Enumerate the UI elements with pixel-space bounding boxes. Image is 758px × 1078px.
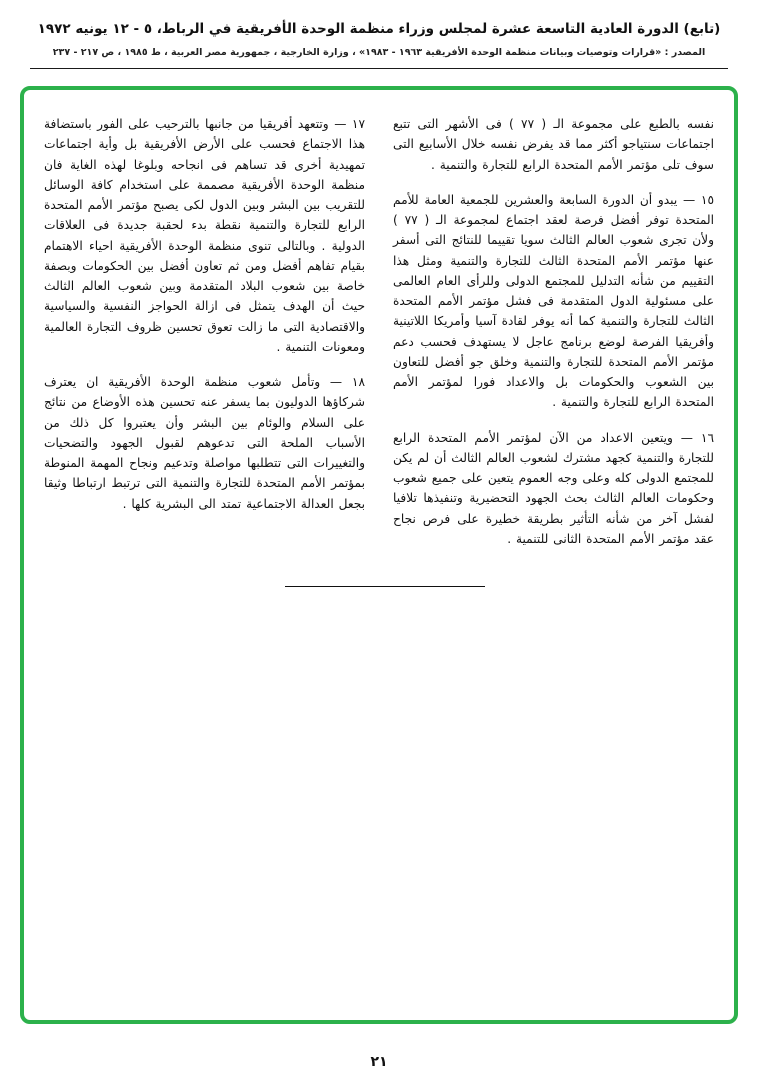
- text-columns: [44, 114, 714, 564]
- paragraph-17: ١٧ — وتتعهد أفريقيا من جانبها بالترحيب على الفور باستضافة هذا الاجتماع فحسب على الأرض الأفريقية بل وأية اجتماعات تمهيدية أخرى قد تساهم فى انجاحه وبلوغا لهذه الغاية فان منظمة الوحدة الأفريقية مصممة على استخدام كافة الوسائل للتقريب بين البشر وبين الدول لكى يصبح مؤتمر الأمم المتحدة الرابع للتجارة والتنمية نقطة بدء لحقبة جديدة فى العلاقات الدولية . وبالتالى تنوى منظمة الوحدة الأفريقية احياء الاهتمام بقيام تفاهم أفضل ومن ثم تعاون أفضل بين الحكومات وبصفة خاصة بين شعوب البلاد المتقدمة وبين شعوب العالم الثالث حيث أن الهدف يتمثل فى ازالة الحواجز النفسية والسياسية والاقتصادية التى ما زالت تعوق تحسين ظروف التجارة العالمية ومعونات التنمية .: [44, 117, 365, 354]
- source-citation: المصدر : «قرارات وتوصيات وبيانات منظمة الوحدة الأفريقية ١٩٦٣ - ١٩٨٣» ، وزارة الخارجية ، جمهورية مصر العربية ، ط ١٩٨٥ ، ص ٢١٧ - ٢٣٧: [52, 46, 706, 58]
- header-divider: [30, 68, 728, 69]
- column-right: [393, 114, 714, 564]
- content-frame: [20, 86, 738, 1024]
- paragraph-16: ١٦ — ويتعين الاعداد من الآن لمؤتمر الأمم المتحدة الرابع للتجارة والتنمية كجهد مشترك لشعوب العالم الثالث أن لم يكن للمجتمع الدولى كله وعلى وجه العموم يتعين على جميع شعوب وحكومات العالم الثالث بحث الجهود التحضيرية وتنفيذها تلافيا لفشل آخر من شأنه التأثير بطريقة خطيرة على فرص نجاح عقد مؤتمر الأمم المتحدة الثانى للتنمية .: [393, 430, 714, 546]
- paragraph-continuation: نفسه بالطبع على مجموعة الـ ( ٧٧ ) فى الأشهر التى تتبع اجتماعات سنتياجو أكثر مما قد يفرض نفسه خلال الأسابيع التى سوف تلى مؤتمر الأمم المتحدة الرابع للتجارة والتنمية .: [393, 117, 715, 172]
- section-end-divider: [285, 586, 485, 587]
- paragraph-18: ١٨ — وتأمل شعوب منظمة الوحدة الأفريقية ان يعترف شركاؤها الدوليون بما يسفر عنه تحسين هذه الأوضاع من نتائج على السلام والوئام بين البشر وأن يعتبروا كل ذلك من الأسباب الملحة التى تدعوهم لقبول الجهود والتضحيات والتغييرات التى تتطلبها مواصلة وتدعيم ونجاح المهمة المنوطة بمؤتمر الأمم المتحدة للتجارة والتنمية التى ترتبط ارتباطا وثيقا بجعل العدالة الاجتماعية تمتد الى البشرية كلها .: [44, 375, 365, 511]
- page-number: ٢١: [370, 1054, 388, 1070]
- page-title: (تابع) الدورة العادية التاسعة عشرة لمجلس وزراء منظمة الوحدة الأفريقية في الرباط، ٥ - ١٢ يونيه ١٩٧٢: [37, 21, 721, 37]
- document-header: [0, 0, 758, 69]
- column-left: [44, 114, 365, 564]
- paragraph-15: ١٥ — يبدو أن الدورة السابعة والعشرين للجمعية العامة للأمم المتحدة توفر أفضل فرصة لعقد اجتماع لمجموعة الـ ( ٧٧ ) ولأن تجرى شعوب العالم الثالث سويا تقييما للنتائج التى أسفر عنها مؤتمر الأمم المتحدة الثالث للتجارة والتنمية ومثل هذا التقييم من شأنه التدليل للمجتمع الدولى وللرأى العام العالمى على مسئولية الدول المتقدمة فى فشل مؤتمر الأمم المتحدة الثالث للتجارة والتنمية كما أنه يوفر لقادة آسيا وأمريكا اللاتينية وأفريقيا الفرصة لوضع برنامج عاجل لا يستهدف فحسب دعم مؤتمر الأمم المتحدة للتجارة والتنمية وخلق جو أفضل للتعاون بين الشعوب والحكومات بل والاعداد فورا لمؤتمر الأمم المتحدة الرابع للتجارة والتنمية .: [393, 192, 714, 410]
